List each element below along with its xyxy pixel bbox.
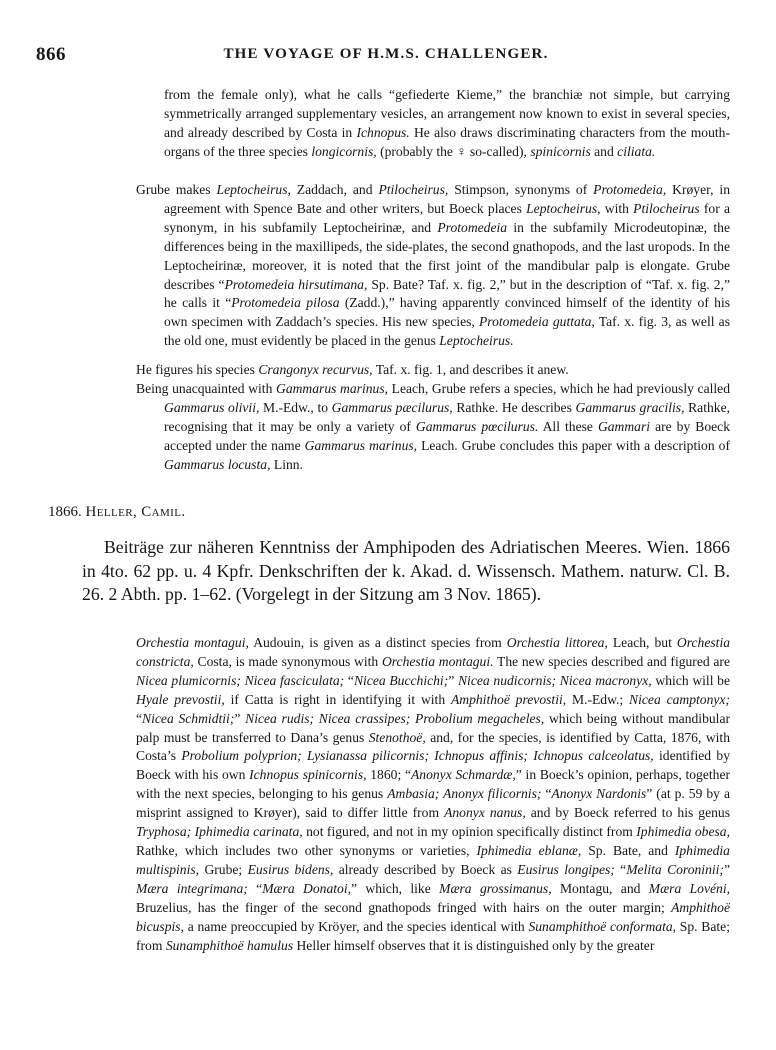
grube-leptocheirus-paragraph: Grube makes Leptocheirus, Zaddach, and Ptilocheirus, Stimpson, synonyms of Protomedeia, Krøyer, in agreement with Spence Bate and other writers, but Boeck places Leptocheirus, with Ptilocheirus for a synonym, in his subfamily Leptocheirinæ, and Protomedeia in the subfamily Microdeutopinæ, the differences being in the maxillipeds, the side-plates, the second gnathopods, and the last uropods. In the Leptocheirinæ, moreover, it is noted that the first joint of the mandibular palp is elongate. Grube describes “Protomedeia hirsutimana, Sp. Bate? Taf. x. fig. 2,” but in the description of “Taf. x. fig. 2,” he calls it “Protomedeia pilosa (Zadd.),” having apparently convinced himself of the identity of his own specimen with Zaddach’s species. His new species, Protomedeia guttata, Taf. x. fig. 3, as well as the old one, must evidently be placed in the genus Leptocheirus.: [136, 182, 731, 349]
bibliography-entry-heading: [48, 504, 186, 521]
page-header: [36, 44, 736, 66]
heller-summary-paragraph: Orchestia montagui, Audouin, is given as a distinct species from Orchestia littorea, Leach, but Orchestia constricta, Costa, is made synonymous with Orchestia montagui. The new species described and figured are Nicea plumicornis; Nicea fasciculata; “Nicea Bucchichi;” Nicea nudicornis; Nicea macronyx, which will be Hyale prevostii, if Catta is right in identifying it with Amphithoë prevostii, M.-Edw.; Nicea camptonyx; “Nicea Schmidtii;” Nicea rudis; Nicea crassipes; Probolium megacheles, which being without mandibular palp must be transferred to Dana’s genus Stenothoë, and, for the species, is identified by Catta, 1876, with Costa’s Probolium polyprion; Lysianassa pilicornis; Ichnopus affinis; Ichnopus calceolatus, identified by Boeck with his own Ichnopus spinicornis, 1860; “Anonyx Schmardæ,” in Boeck’s opinion, perhaps, together with the next species, belonging to his genus Ambasia; Anonyx filicornis; “Anonyx Nardonis” (at p. 59 by a misprint assigned to Krøyer), said to differ little from Anonyx nanus, and by Boeck referred to his genus Tryphosa; Iphimedia carinata, not figured, and not in my opinion specifically distinct from Iphimedia obesa, Rathke, which includes two other synonyms or varieties, Iphimedia eblanæ, Sp. Bate, and Iphimedia multispinis, Grube; Eusirus bidens, already described by Boeck as Eusirus longipes; “Melita Coroninii;” Mæra integrimana; “Mæra Donatoi,” which, like Mæra grossimanus, Montagu, and Mæra Lovéni, Bruzelius, has the finger of the second gnathopods fringed with hairs on the outer margin; Amphithoë bicuspis, a name preoccupied by Kröyer, and the species identical with Sunamphithoë conformata, Sp. Bate; from Sunamphithoë hamulus Heller himself observes that it is distinguished only by the greater: [136, 635, 731, 953]
crangonyx-paragraph: He figures his species Crangonyx recurvus, Taf. x. fig. 1, and describes it anew.: [136, 362, 569, 377]
running-title: THE VOYAGE OF H.M.S. CHALLENGER.: [223, 46, 549, 62]
citation-title: Beiträge zur näheren Kenntniss der Amphipoden des Adriatischen Meeres. Wien. 1866 in 4to. 62 pp. u. 4 Kpfr. Denkschriften der k. Akad. d. Wissensch. Mathem. naturw. Cl. B. 26. 2 Abth. pp. 1–62. (Vorgelegt in der Sitzung am 3 Nov. 1865).: [82, 537, 730, 604]
continued-paragraph: from the female only), what he calls “gefiederte Kieme,” the branchiæ not simple, but carrying symmetrically arranged supplementary vesicles, an arrangement now known to exist in several species, and already described by Costa in Ichnopus. He also draws discriminating characters from the mouth-organs of the three species longicornis, (probably the ♀ so-called), spinicornis and ciliata.: [164, 87, 730, 159]
page-number: 866: [36, 44, 66, 65]
entry-author: Heller, Camil.: [85, 504, 186, 520]
gammarus-paragraph: Being unacquainted with Gammarus marinus, Leach, Grube refers a species, which he had previously called Gammarus olivii, M.-Edw., to Gammarus pæcilurus, Rathke. He describes Gammarus gracilis, Rathke, recognising that it may be only a variety of Gammarus pœcilurus. All these Gammari are by Boeck accepted under the name Gammarus marinus, Leach. Grube concludes this paper with a description of Gammarus locusta, Linn.: [136, 381, 731, 472]
entry-year: 1866.: [48, 504, 82, 520]
